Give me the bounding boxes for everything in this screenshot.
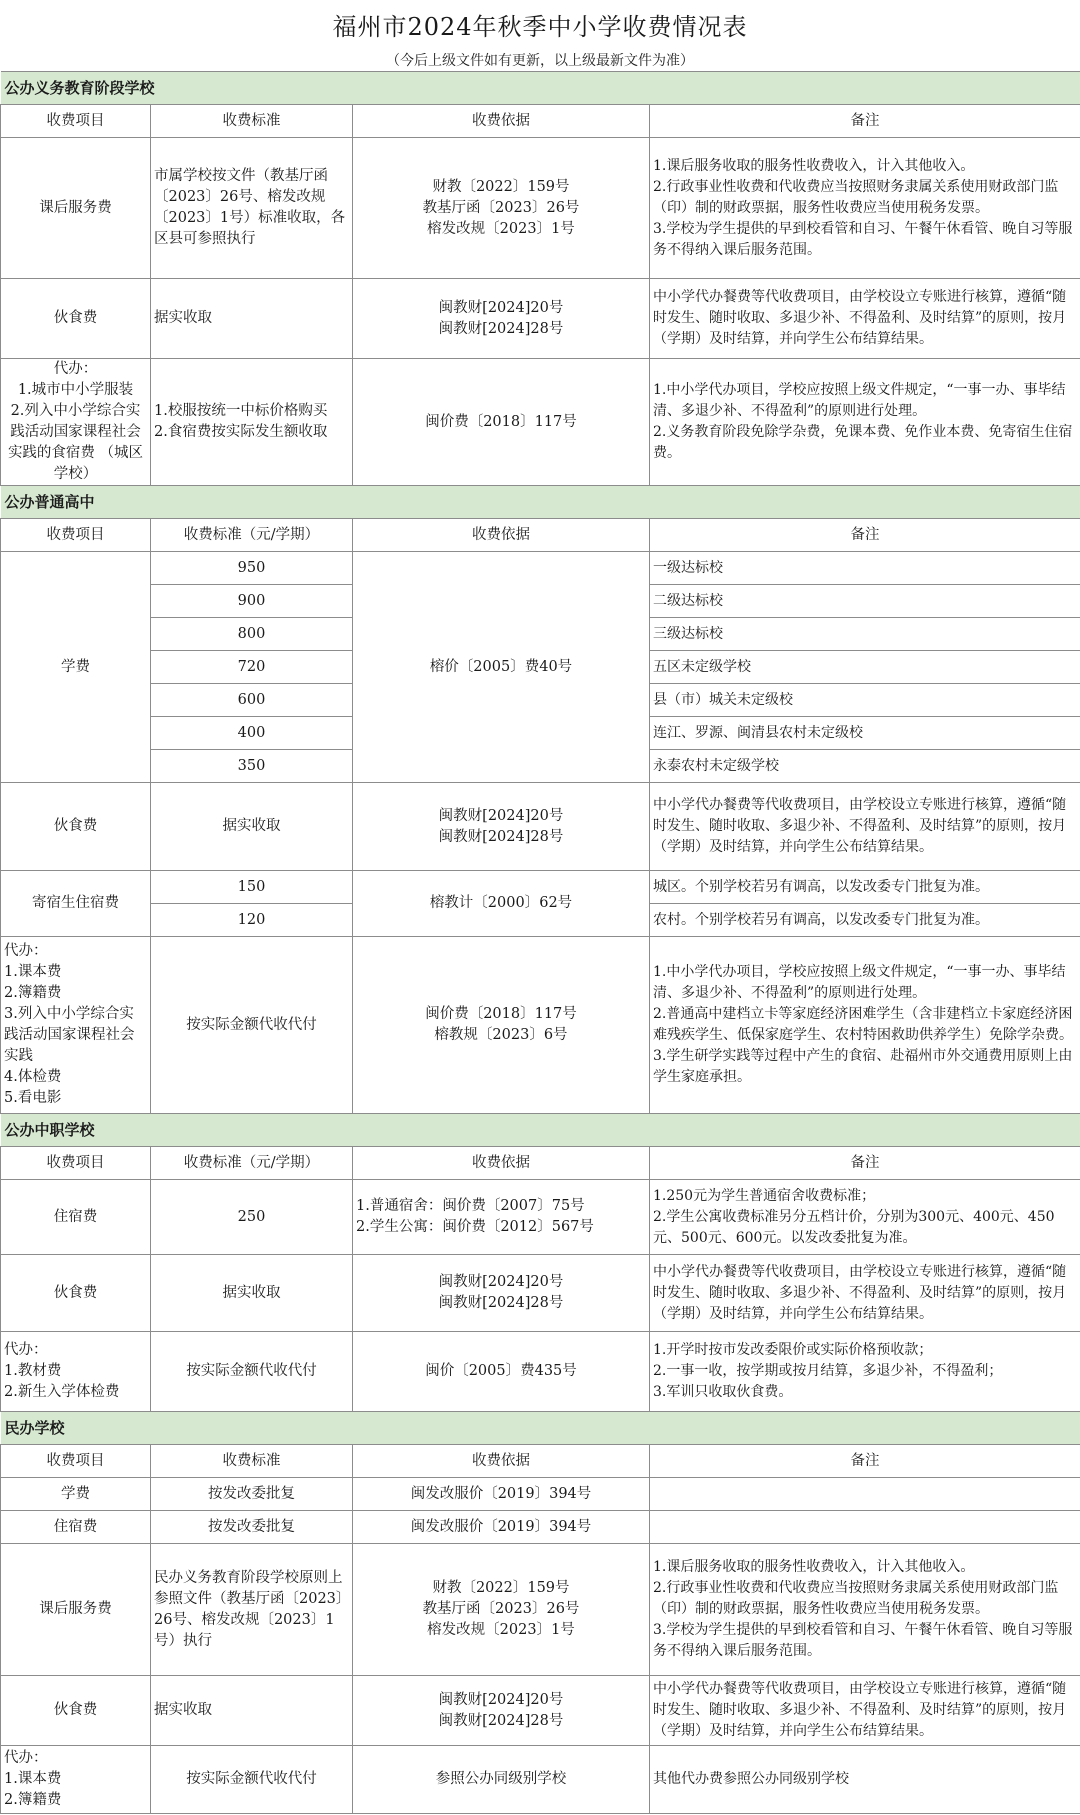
fee-standard: 800 xyxy=(151,618,353,651)
col-header-std: 收费标准 xyxy=(151,1445,353,1478)
fee-basis: 闽教财[2024]20号 闽教财[2024]28号 xyxy=(353,783,650,871)
col-header-remark: 备注 xyxy=(650,519,1080,552)
fee-standard: 据实收取 xyxy=(151,783,353,871)
table-row xyxy=(1,279,1080,359)
table-row xyxy=(1,552,1080,585)
fee-remark: 1.课后服务收取的服务性收费收入，计入其他收入。 2.行政事业性收费和代收费应当按照财务隶属关系使用财政部门监（印）制的财政票据，服务性收费应当使用税务发票。 3.学校为学生提供的早到校看管和自习、午餐午休看管、晚自习等服务不得纳入课后服务范围。 xyxy=(650,1544,1080,1676)
fee-remark: 1.课后服务收取的服务性收费收入，计入其他收入。 2.行政事业性收费和代收费应当按照财务隶属关系使用财政部门监（印）制的财政票据，服务性收费应当使用税务发票。 3.学校为学生提供的早到校看管和自习、午餐午休看管、晚自习等服务不得纳入课后服务范围。 xyxy=(650,138,1080,279)
section-header: 公办普通高中 xyxy=(1,486,1080,519)
col-header-remark: 备注 xyxy=(650,1445,1080,1478)
page-subtitle: （今后上级文件如有更新，以上级最新文件为准） xyxy=(386,52,694,69)
col-header-std: 收费标准（元/学期） xyxy=(151,1147,353,1180)
table-row xyxy=(1,1746,1080,1814)
fee-standard: 120 xyxy=(151,904,353,937)
header-row xyxy=(1,1147,1080,1180)
fee-standard: 按发改委批复 xyxy=(151,1478,353,1511)
fee-basis: 榕价〔2005〕费40号 xyxy=(353,552,650,783)
fee-standard: 600 xyxy=(151,684,353,717)
fee-remark: 1.开学时按市发改委限价或实际价格预收款； 2.一事一收，按学期或按月结算，多退少补，不得盈利； 3.军训只收取伙食费。 xyxy=(650,1332,1080,1412)
col-header-std: 收费标准（元/学期） xyxy=(151,519,353,552)
fee-standard: 400 xyxy=(151,717,353,750)
table-row xyxy=(1,1544,1080,1676)
fee-standard: 据实收取 xyxy=(151,1676,353,1746)
fee-remark: 连江、罗源、闽清县农村未定级校 xyxy=(650,717,1080,750)
fee-remark: 城区。个别学校若另有调高，以发改委专门批复为准。 xyxy=(650,871,1080,904)
fee-item: 代办： 1.教材费 2.新生入学体检费 xyxy=(1,1332,151,1412)
fee-remark: 县（市）城关未定级校 xyxy=(650,684,1080,717)
fee-remark: 一级达标校 xyxy=(650,552,1080,585)
fee-remark xyxy=(650,1478,1080,1511)
fee-standard: 据实收取 xyxy=(151,1255,353,1332)
fee-remark: 中小学代办餐费等代收费项目，由学校设立专账进行核算，遵循“随时发生、随时收取、多退少补、不得盈利、及时结算”的原则，按月（学期）及时结算，并向学生公布结算结果。 xyxy=(650,1676,1080,1746)
header-row xyxy=(1,519,1080,552)
fee-item: 住宿费 xyxy=(1,1180,151,1255)
fee-remark: 永泰农村未定级学校 xyxy=(650,750,1080,783)
fee-remark: 三级达标校 xyxy=(650,618,1080,651)
fee-remark: 中小学代办餐费等代收费项目，由学校设立专账进行核算，遵循“随时发生、随时收取、多退少补、不得盈利、及时结算”的原则，按月（学期）及时结算，并向学生公布结算结果。 xyxy=(650,783,1080,871)
fee-item: 课后服务费 xyxy=(1,138,151,279)
fee-standard: 150 xyxy=(151,871,353,904)
fee-item: 伙食费 xyxy=(1,279,151,359)
fee-standard: 按实际金额代收代付 xyxy=(151,1746,353,1814)
table-row xyxy=(1,1255,1080,1332)
table-row xyxy=(1,359,1080,486)
col-header-basis: 收费依据 xyxy=(353,1147,650,1180)
fee-item: 学费 xyxy=(1,1478,151,1511)
col-header-item: 收费项目 xyxy=(1,1445,151,1478)
fee-basis: 闽价费〔2018〕117号 xyxy=(353,359,650,486)
fee-standard: 720 xyxy=(151,651,353,684)
col-header-remark: 备注 xyxy=(650,105,1080,138)
fee-standard: 350 xyxy=(151,750,353,783)
fee-remark: 五区未定级学校 xyxy=(650,651,1080,684)
table-row xyxy=(1,783,1080,871)
fee-standard: 1.校服按统一中标价格购买 2.食宿费按实际发生额收取 xyxy=(151,359,353,486)
fee-remark: 1.中小学代办项目，学校应按照上级文件规定，“一事一办、事毕结清、多退少补、不得盈利”的原则进行处理。 2.义务教育阶段免除学杂费，免课本费、免作业本费、免寄宿生住宿费。 xyxy=(650,359,1080,486)
fee-remark xyxy=(650,1511,1080,1544)
fee-item: 代办： 1.城市中小学服装 2.列入中小学综合实践活动国家课程社会实践的食宿费 （城区学校） xyxy=(1,359,151,486)
fee-remark: 二级达标校 xyxy=(650,585,1080,618)
table-row xyxy=(1,937,1080,1114)
fee-standard: 市属学校按文件（教基厅函〔2023〕26号、榕发改规〔2023〕1号）标准收取，各区县可参照执行 xyxy=(151,138,353,279)
fee-remark: 中小学代办餐费等代收费项目，由学校设立专账进行核算，遵循“随时发生、随时收取、多退少补、不得盈利、及时结算”的原则，按月（学期）及时结算，并向学生公布结算结果。 xyxy=(650,279,1080,359)
table-row xyxy=(1,871,1080,904)
fee-standard: 按实际金额代收代付 xyxy=(151,937,353,1114)
table-row xyxy=(1,1180,1080,1255)
fee-standard: 按实际金额代收代付 xyxy=(151,1332,353,1412)
col-header-item: 收费项目 xyxy=(1,105,151,138)
col-header-basis: 收费依据 xyxy=(353,1445,650,1478)
fee-basis: 财教〔2022〕159号 教基厅函〔2023〕26号 榕发改规〔2023〕1号 xyxy=(353,138,650,279)
fee-standard: 950 xyxy=(151,552,353,585)
fee-basis: 闽教财[2024]20号 闽教财[2024]28号 xyxy=(353,279,650,359)
table-row xyxy=(1,1511,1080,1544)
fee-remark: 农村。个别学校若另有调高，以发改委专门批复为准。 xyxy=(650,904,1080,937)
fee-item: 代办： 1.课本费 2.簿籍费 xyxy=(1,1746,151,1814)
fee-table xyxy=(0,71,1080,1814)
fee-item: 伙食费 xyxy=(1,783,151,871)
fee-remark: 1.中小学代办项目，学校应按照上级文件规定，“一事一办、事毕结清、多退少补、不得盈利”的原则进行处理。 2.普通高中建档立卡等家庭经济困难学生（含非建档立卡家庭经济困难残疾学生、低保家庭学生、农村特困救助供养学生）免除学杂费。 3.学生研学实践等过程中产生的食宿、赴福州市外交通费用原则上由学生家庭承担。 xyxy=(650,937,1080,1114)
fee-basis: 财教〔2022〕159号 教基厅函〔2023〕26号 榕发改规〔2023〕1号 xyxy=(353,1544,650,1676)
fee-item: 寄宿生住宿费 xyxy=(1,871,151,937)
header-row xyxy=(1,1445,1080,1478)
fee-item: 课后服务费 xyxy=(1,1544,151,1676)
col-header-item: 收费项目 xyxy=(1,519,151,552)
fee-remark: 其他代办费参照公办同级别学校 xyxy=(650,1746,1080,1814)
fee-basis: 闽发改服价〔2019〕394号 xyxy=(353,1478,650,1511)
fee-basis: 参照公办同级别学校 xyxy=(353,1746,650,1814)
fee-item: 住宿费 xyxy=(1,1511,151,1544)
table-row xyxy=(1,1676,1080,1746)
fee-basis: 1.普通宿舍：闽价费〔2007〕75号 2.学生公寓：闽价费〔2012〕567号 xyxy=(353,1180,650,1255)
fee-item: 学费 xyxy=(1,552,151,783)
fee-basis: 闽价费〔2018〕117号 榕教规〔2023〕6号 xyxy=(353,937,650,1114)
fee-basis: 榕教计〔2000〕62号 xyxy=(353,871,650,937)
col-header-basis: 收费依据 xyxy=(353,519,650,552)
table-row xyxy=(1,1478,1080,1511)
col-header-std: 收费标准 xyxy=(151,105,353,138)
fee-standard: 900 xyxy=(151,585,353,618)
fee-basis: 闽发改服价〔2019〕394号 xyxy=(353,1511,650,1544)
section-header: 公办中职学校 xyxy=(1,1114,1080,1147)
fee-remark: 1.250元为学生普通宿舍收费标准； 2.学生公寓收费标准另分五档计价，分别为300元、400元、450元、500元、600元。以发改委批复为准。 xyxy=(650,1180,1080,1255)
fee-standard: 250 xyxy=(151,1180,353,1255)
fee-item: 代办： 1.课本费 2.簿籍费 3.列入中小学综合实践活动国家课程社会实践 4.体检费 5.看电影 xyxy=(1,937,151,1114)
page-title: 福州市2024年秋季中小学收费情况表 xyxy=(332,12,748,41)
fee-basis: 闽教财[2024]20号 闽教财[2024]28号 xyxy=(353,1676,650,1746)
header-row xyxy=(1,105,1080,138)
table-row xyxy=(1,1332,1080,1412)
fee-remark: 中小学代办餐费等代收费项目，由学校设立专账进行核算，遵循“随时发生、随时收取、多退少补、不得盈利、及时结算”的原则，按月（学期）及时结算，并向学生公布结算结果。 xyxy=(650,1255,1080,1332)
fee-basis: 闽价〔2005〕费435号 xyxy=(353,1332,650,1412)
table-row xyxy=(1,138,1080,279)
fee-item: 伙食费 xyxy=(1,1676,151,1746)
col-header-basis: 收费依据 xyxy=(353,105,650,138)
col-header-item: 收费项目 xyxy=(1,1147,151,1180)
fee-standard: 民办义务教育阶段学校原则上参照文件（教基厅函〔2023〕26号、榕发改规〔2023〕1号）执行 xyxy=(151,1544,353,1676)
fee-standard: 按发改委批复 xyxy=(151,1511,353,1544)
fee-item: 伙食费 xyxy=(1,1255,151,1332)
fee-standard: 据实收取 xyxy=(151,279,353,359)
fee-basis: 闽教财[2024]20号 闽教财[2024]28号 xyxy=(353,1255,650,1332)
section-header: 民办学校 xyxy=(1,1412,1080,1445)
section-header: 公办义务教育阶段学校 xyxy=(1,72,1080,105)
col-header-remark: 备注 xyxy=(650,1147,1080,1180)
